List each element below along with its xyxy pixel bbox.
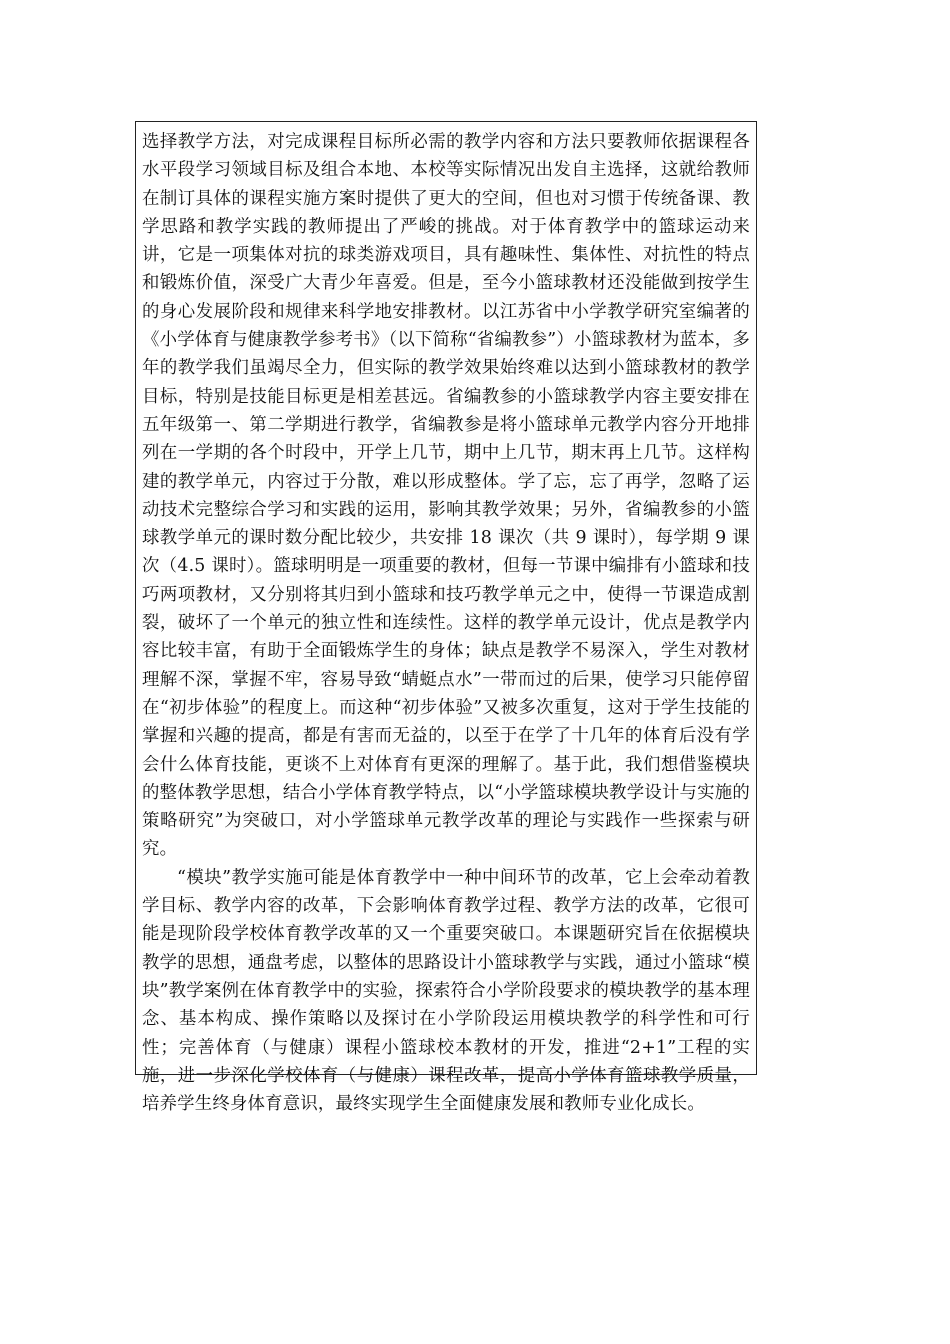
bordered-text-box: [135, 121, 757, 1115]
body-paragraph-1: 选择教学方法，对完成课程目标所必需的教学内容和方法只要教师依据课程各水平段学习领域目标及组合本地、本校等实际情况出发自主选择，这就给教师在制订具体的课程实施方案时提供了更大的空间，但也对习惯于传统备课、教学思路和教学实践的教师提出了严峻的挑战。对于体育教学中的篮球运动来讲，它是一项集体对抗的球类游戏项目，具有趣味性、集体性、对抗性的特点和锻炼价值，深受广大青少年喜爱。但是，至今小篮球教材还没能做到按学生的身心发展阶段和规律来科学地安排教材。以江苏省中小学教学研究室编著的《小学体育与健康教学参考书》（以下简称“省编教参”）小篮球教材为蓝本，多年的教学我们虽竭尽全力，但实际的教学效果始终难以达到小篮球教材的教学目标，特别是技能目标更是相差甚远。省编教参的小篮球教学内容主要安排在五年级第一、第二学期进行教学，省编教参是将小篮球单元教学内容分开地排列在一学期的各个时段中，开学上几节，期中上几节，期末再上几节。这样构建的教学单元，内容过于分散，难以形成整体。学了忘，忘了再学，忽略了运动技术完整综合学习和实践的运用，影响其教学效果；另外，省编教参的小篮球教学单元的课时数分配比较少，共安排 18 课次（共 9 课时），每学期 9 课次（4.5 课时）。篮球明明是一项重要的教材，但每一节课中编排有小篮球和技巧两项教材，又分别将其归到小篮球和技巧教学单元之中，使得一节课造成割裂，破坏了一个单元的独立性和连续性。这样的教学单元设计，优点是教学内容比较丰富，有助于全面锻炼学生的身体；缺点是教学不易深入，学生对教材理解不深，掌握不牢，容易导致“蜻蜓点水”一带而过的后果，使学习只能停留在“初步体验”的程度上。而这种“初步体验”又被多次重复，这对于学生技能的掌握和兴趣的提高，都是有害而无益的，以至于在学了十几年的体育后没有学会什么体育技能，更谈不上对体育有更深的理解了。基于此，我们想借鉴模块的整体教学思想，结合小学体育教学特点，以“小学篮球模块教学设计与实施的策略研究”为突破口，对小学篮球单元教学改革的理论与实践作一些探索与研究。: [142, 132, 750, 860]
body-paragraph-2: “模块”教学实施可能是体育教学中一种中间环节的改革，它上会牵动着教学目标、教学内容的改革，下会影响体育教学过程、教学方法的改革，它很可能是现阶段学校体育教学改革的又一个重要突破口。本课题研究旨在依据模块教学的思想，通盘考虑，以整体的思路设计小篮球教学与实践，通过小篮球“模块”教学案例在体育教学中的实验，探索符合小学阶段要求的模块教学的基本理念、基本构成、操作策略以及探讨在小学阶段运用模块教学的科学性和可行性；完善体育（与健康）课程小篮球校本教材的开发，推进“2+1”工程的实施，进一步深化学校体育（与健康）课程改革，提高小学体育篮球教学质量，培养学生终身体育意识，最终实现学生全面健康发展和教师专业化成长。: [142, 867, 750, 1115]
